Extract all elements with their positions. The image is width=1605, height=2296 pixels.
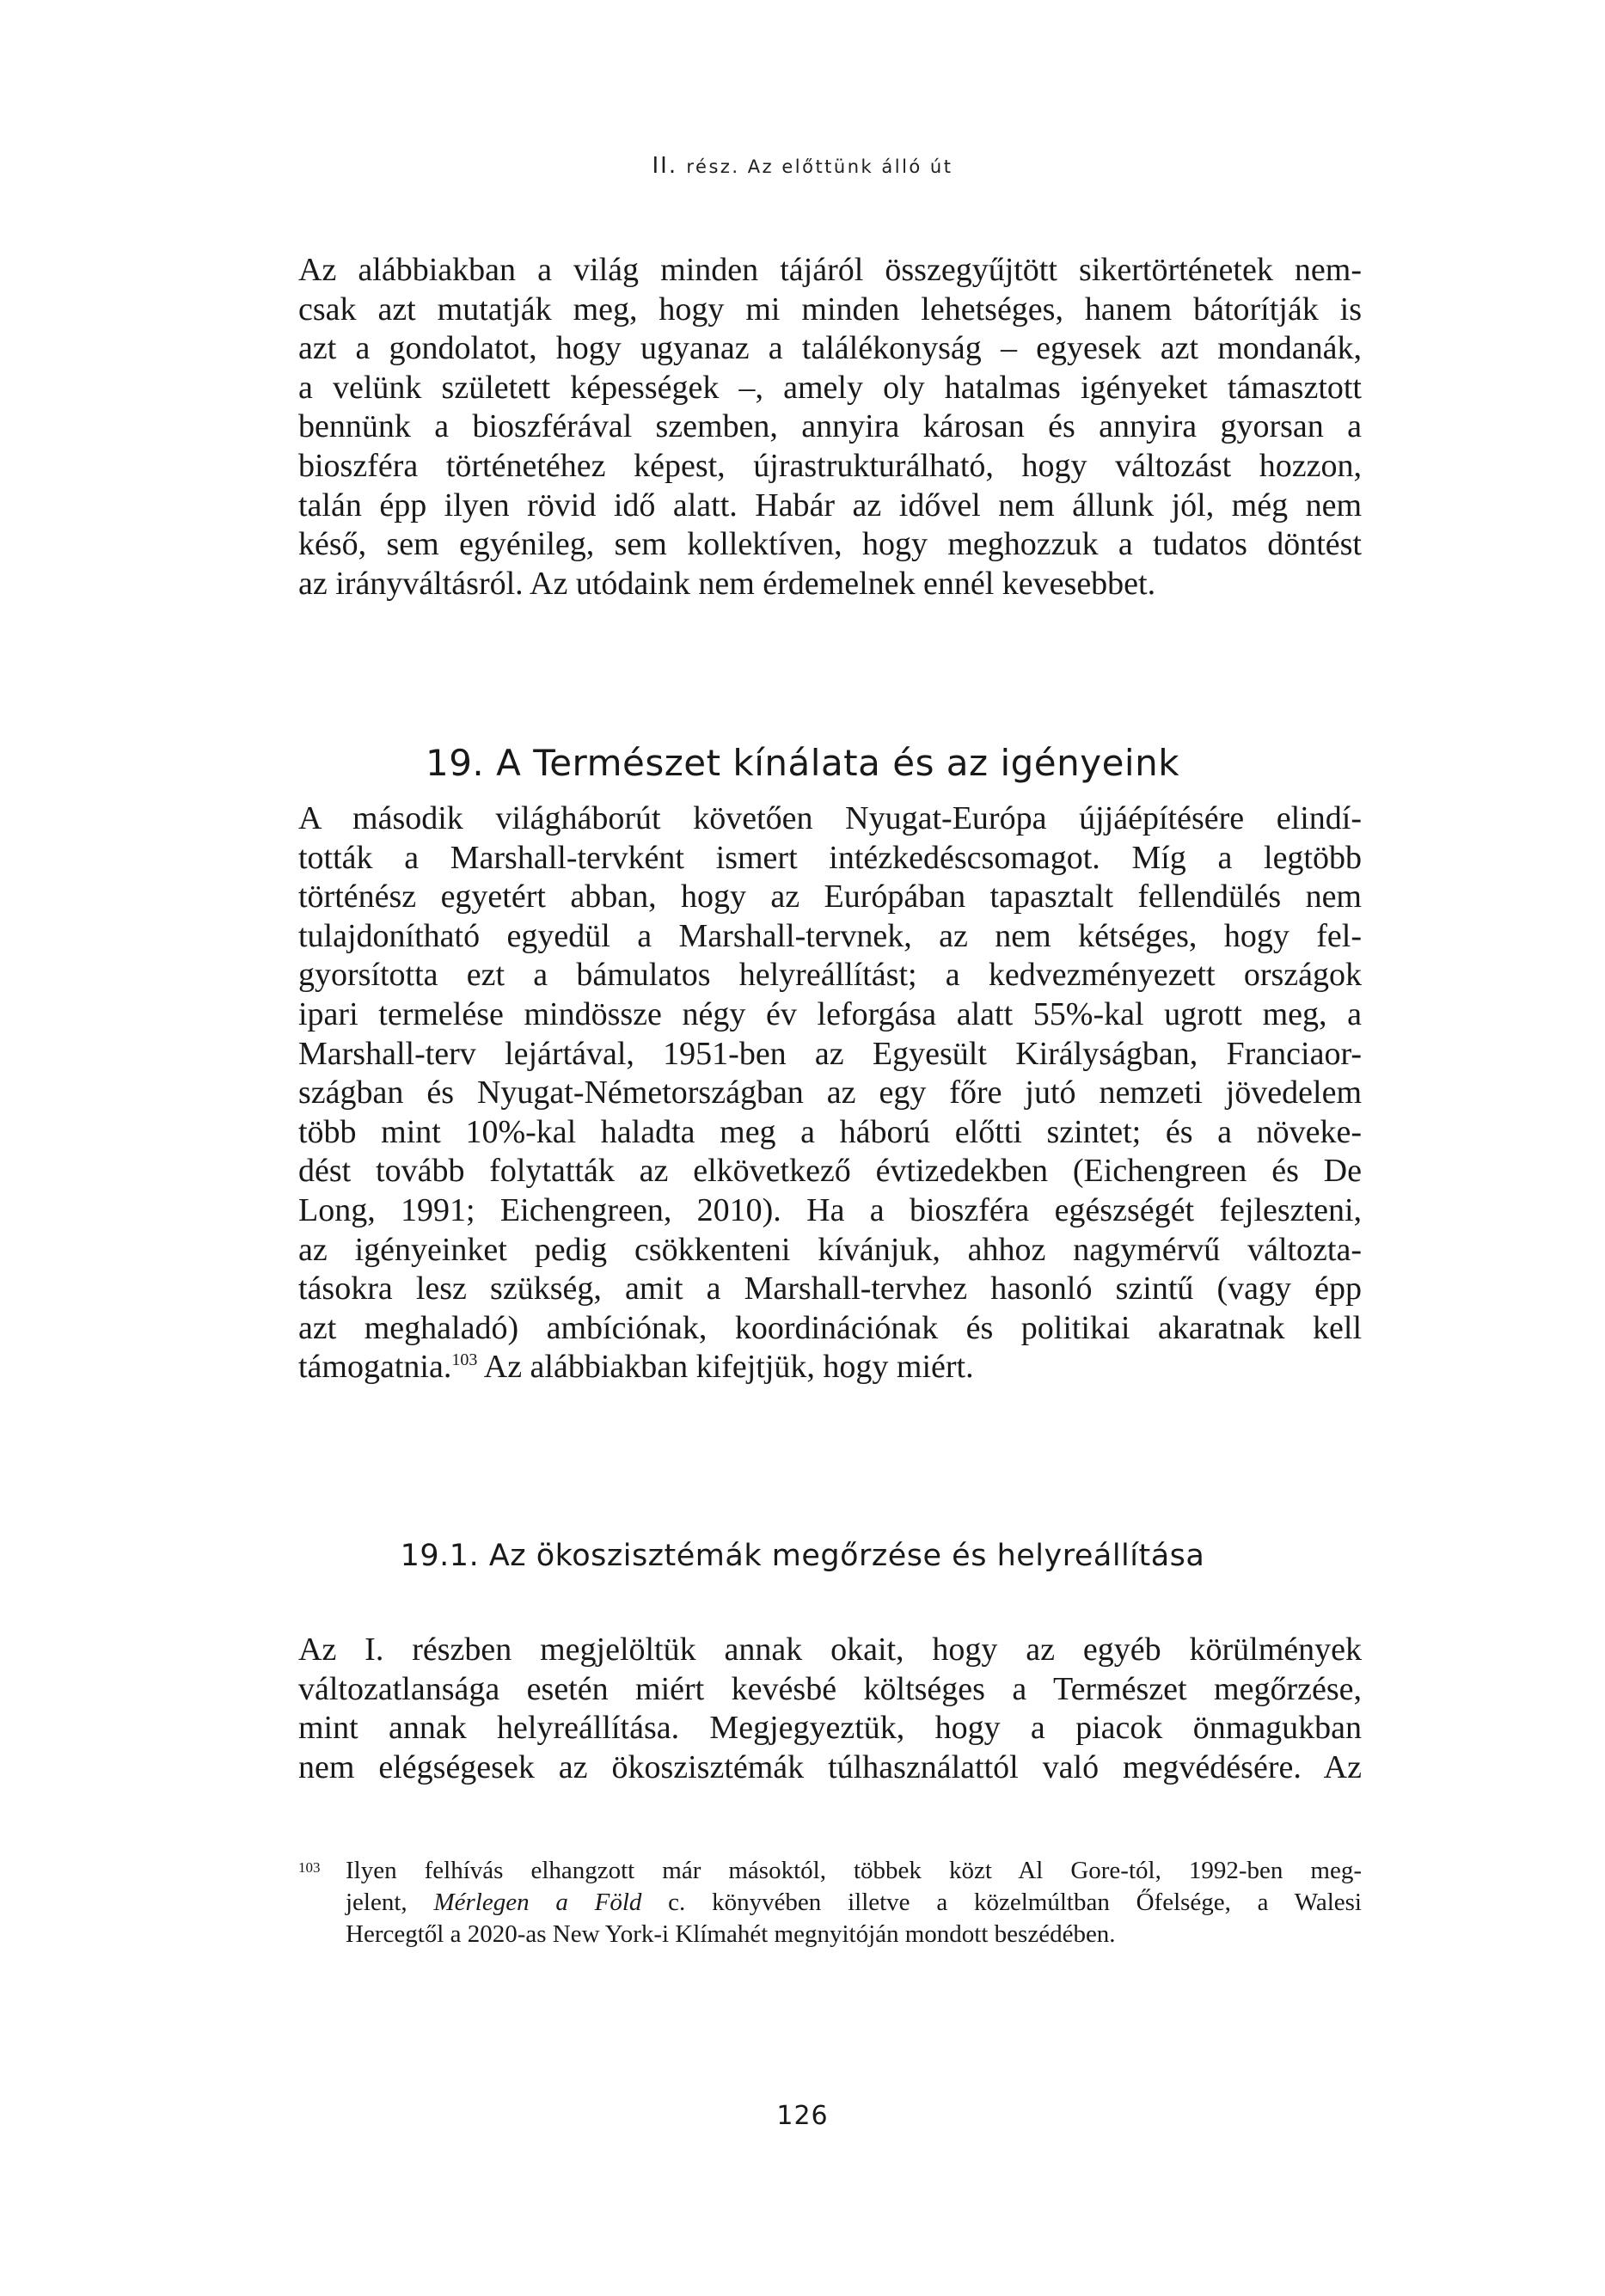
text-line: bennünk a bioszférával szemben, annyira károsan és annyira gyorsan a	[298, 408, 1362, 445]
text-line: Az I. részben megjelöltük annak okait, hogy az egyéb körülmények	[298, 1632, 1362, 1668]
text-line: tásokra lesz szükség, amit a Marshall-tervhez hasonló szintű (vagy épp	[298, 1270, 1362, 1307]
running-head-title: rész. Az előttünk álló út	[686, 156, 953, 177]
text-line: dést tovább folytatták az elkövetkező évtizedekben (Eichengreen és De	[298, 1153, 1362, 1190]
text-line: az irányváltásról. Az utódaink nem érdemelnek ennél kevesebbet.	[298, 565, 1156, 602]
paragraph-ecosystems	[298, 1631, 1362, 1787]
footnote-body	[346, 1855, 1362, 1950]
text-fragment: c. könyvében illetve a közelmúltban Őfelsége, a Walesi	[641, 1889, 1362, 1916]
text-fragment: támogatnia.	[298, 1349, 452, 1386]
text-line: késő, sem egyénileg, sem kollektíven, hogy meghozzuk a tudatos döntést	[298, 526, 1362, 563]
footnote-line	[346, 1887, 1362, 1919]
paragraph-intro	[298, 251, 1362, 603]
text-line: nem elégségesek az ökoszisztémák túlhasználattól való megvédésére. Az	[298, 1748, 1362, 1785]
text-fragment: Az alábbiakban kifejtjük, hogy miért.	[477, 1349, 974, 1386]
text-line: ipari termelése mindössze négy év leforgása alatt 55%-kal ugrott meg, a	[298, 995, 1362, 1032]
text-line: azt meghaladó) ambíciónak, koordinációnak és politikai akaratnak kell	[298, 1309, 1362, 1346]
text-line: a velünk született képességek –, amely oly hatalmas igényeket támasztott	[298, 369, 1362, 406]
text-line: Marshall-terv lejártával, 1951-ben az Egyesült Királyságban, Franciaor-	[298, 1035, 1362, 1072]
section-heading: 19. A Természet kínálata és az igényeink	[425, 741, 1180, 784]
footnote-line: Ilyen felhívás elhangzott már másoktól, többek közt Al Gore-tól, 1992-ben meg-	[346, 1857, 1362, 1884]
text-line: mint annak helyreállítása. Megjegyeztük, hogy a piacok önmagukban	[298, 1710, 1362, 1747]
text-fragment: jelent,	[346, 1889, 434, 1916]
text-line: A második világháborút követően Nyugat-Európa újjáépítésére elindí-	[298, 800, 1362, 836]
paragraph-marshall-plan	[298, 799, 1362, 1387]
text-line: Long, 1991; Eichengreen, 2010). Ha a bioszféra egészségét fejleszteni,	[298, 1191, 1362, 1228]
book-title: Mérlegen a Föld	[433, 1889, 642, 1916]
text-line	[298, 1348, 1362, 1387]
text-line: szágban és Nyugat-Németországban az egy főre jutó nemzeti jövedelem	[298, 1075, 1362, 1111]
text-line: bioszféra történetéhez képest, újrastrukturálható, hogy változást hozzon,	[298, 447, 1362, 484]
text-line: azt a gondolatot, hogy ugyanaz a találékonyság – egyesek azt mondanák,	[298, 330, 1362, 367]
text-line: tulajdonítható egyedül a Marshall-tervnek, az nem kétséges, hogy fel-	[298, 917, 1362, 954]
footnote-line: Hercegtől a 2020-as New York-i Klímahét megnyitóján mondott beszédében.	[346, 1920, 1116, 1948]
text-line: változatlansága esetén miért kevésbé költséges a Természet megőrzése,	[298, 1670, 1362, 1707]
text-line: talán épp ilyen rövid idő alatt. Habár az idővel nem állunk jól, még nem	[298, 487, 1362, 523]
footnote-reference-link[interactable]: 103	[451, 1350, 478, 1370]
text-line: csak azt mutatják meg, hogy mi minden lehetséges, hanem bátorítják is	[298, 291, 1362, 328]
running-head-part: II.	[652, 153, 678, 179]
page-number: 126	[776, 2101, 829, 2131]
text-line: az igényeinket pedig csökkenteni kívánjuk, ahhoz nagymérvű változta-	[298, 1231, 1362, 1268]
text-line: Az alábbiakban a világ minden tájáról összegyűjtött sikertörténetek nem-	[298, 252, 1362, 288]
subsection-heading: 19.1. Az ökoszisztémák megőrzése és helyreállítása	[400, 1539, 1205, 1573]
running-head	[0, 153, 1605, 179]
text-line: tották a Marshall-tervként ismert intézkedéscsomagot. Míg a legtöbb	[298, 839, 1362, 876]
text-line: több mint 10%-kal haladta meg a háború előtti szintet; és a növeke-	[298, 1113, 1362, 1150]
footnote	[298, 1855, 1362, 1950]
text-line: történész egyetért abban, hogy az Európában tapasztalt fellendülés nem	[298, 879, 1362, 915]
footnote-number: 103	[298, 1859, 321, 1876]
text-line: gyorsította ezt a bámulatos helyreállítást; a kedvezményezett országok	[298, 957, 1362, 994]
